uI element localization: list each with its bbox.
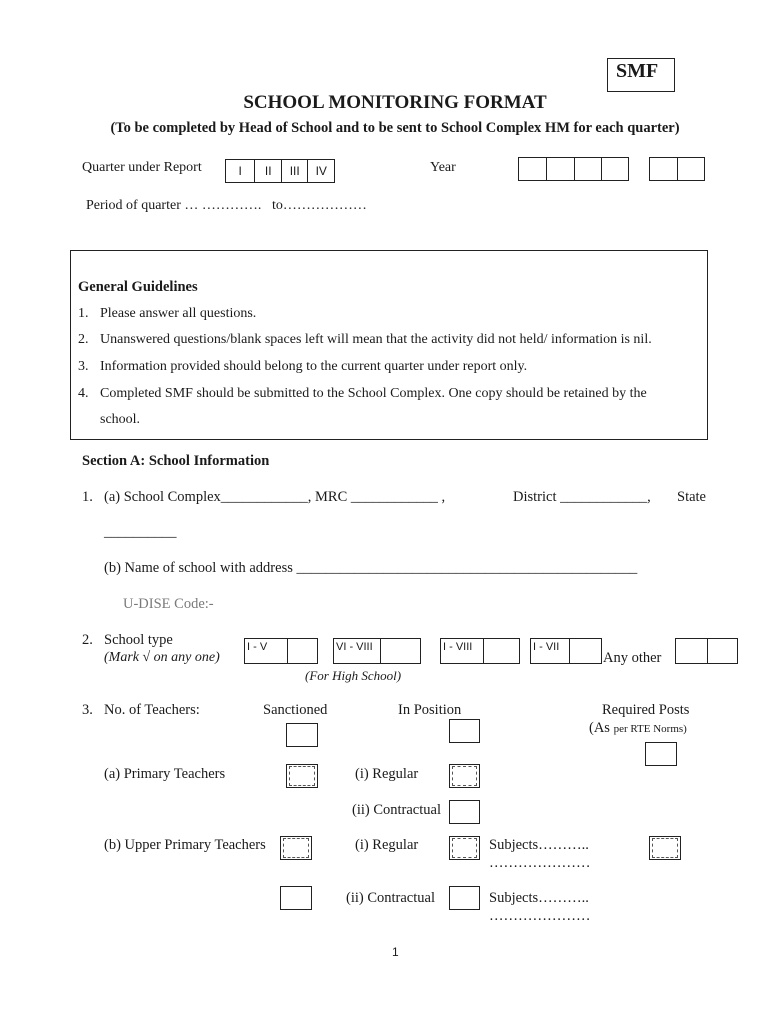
- total-required-input[interactable]: [645, 742, 677, 766]
- q1-number: 1.: [82, 489, 93, 505]
- school-type-option-1-7[interactable]: [530, 638, 602, 664]
- guideline-text-2: Unanswered questions/blank spaces left will mean that the activity did not held/ information is nil.: [100, 332, 652, 347]
- upper-primary-regular-inner: [452, 838, 477, 858]
- school-type-hint: (Mark √ on any one): [104, 650, 220, 665]
- q1a-district-field[interactable]: District ____________,: [513, 489, 651, 505]
- guideline-num-3: 3.: [78, 359, 89, 374]
- required-posts-note-prefix: (As: [589, 720, 610, 736]
- guidelines-heading: General Guidelines: [78, 279, 198, 295]
- upper-primary-teachers-label: (b) Upper Primary Teachers: [104, 837, 266, 853]
- period-label: Period of quarter … ………….: [86, 198, 262, 213]
- guideline-num-2: 2.: [78, 332, 89, 347]
- school-type-option-1-5[interactable]: [244, 638, 318, 664]
- quarter-option-4[interactable]: IV: [307, 160, 334, 182]
- primary-sanctioned-inner: [289, 766, 315, 786]
- required-posts-note: [589, 720, 687, 737]
- upper-primary-contractual-subjects-line[interactable]: …………………: [489, 908, 591, 924]
- upper-primary-regular-subjects[interactable]: Subjects………..: [489, 837, 589, 853]
- required-posts-note-suffix: per RTE Norms): [613, 723, 687, 735]
- high-school-note: (For High School): [305, 668, 402, 683]
- page-title: SCHOOL MONITORING FORMAT: [243, 92, 547, 113]
- q1a-school-complex-field[interactable]: (a) School Complex____________, MRC ____________ ,: [104, 489, 446, 505]
- quarter-option-1[interactable]: I: [238, 164, 242, 178]
- primary-regular-label: (i) Regular: [355, 766, 419, 782]
- page-subtitle: (To be completed by Head of School and to be sent to School Complex HM for each quarter): [110, 120, 680, 136]
- period-to-label: to………………: [272, 198, 367, 213]
- school-type-option-label: I - VII: [533, 641, 560, 653]
- primary-contractual-label: (ii) Contractual: [352, 802, 441, 818]
- upper-primary-contractual-subjects[interactable]: Subjects………..: [489, 890, 589, 906]
- year-input-b[interactable]: [649, 157, 705, 181]
- school-type-option-label: VI - VIII: [336, 641, 373, 653]
- school-type-option-1-8[interactable]: [440, 638, 520, 664]
- col-sanctioned: Sanctioned: [263, 702, 328, 718]
- year-input-a[interactable]: [518, 157, 629, 181]
- q2-number: 2.: [82, 632, 93, 648]
- guideline-text-1: Please answer all questions.: [100, 306, 257, 321]
- guideline-num-1: 1.: [78, 306, 89, 321]
- guideline-text-4: Completed SMF should be submitted to the School Complex. One copy should be retained by the: [100, 386, 647, 401]
- upper-primary-sanctioned-inner: [283, 838, 309, 858]
- quarter-option-2[interactable]: II: [254, 160, 281, 182]
- teachers-label: No. of Teachers:: [104, 702, 200, 718]
- school-type-any-other-label: Any other: [603, 650, 662, 666]
- primary-regular-inner: [452, 766, 477, 786]
- total-sanctioned-input[interactable]: [286, 723, 318, 747]
- udise-code-label: U-DISE Code:-: [123, 596, 214, 612]
- quarter-option-3[interactable]: III: [281, 160, 308, 182]
- primary-contractual-input[interactable]: [449, 800, 480, 824]
- col-required-posts: Required Posts: [602, 702, 690, 718]
- upper-primary-regular-label: (i) Regular: [355, 837, 419, 853]
- col-in-position: In Position: [398, 702, 462, 718]
- form-code: SMF: [616, 60, 659, 82]
- school-type-option-label: I - V: [247, 641, 268, 653]
- upper-primary-contractual-input[interactable]: [449, 886, 480, 910]
- quarter-selector: [225, 159, 335, 183]
- school-type-option-label: I - VIII: [443, 641, 473, 653]
- upper-primary-contractual-label: (ii) Contractual: [346, 890, 435, 906]
- q1a-state-field[interactable]: __________: [104, 524, 177, 540]
- upper-primary-regular-subjects-line[interactable]: …………………: [489, 855, 591, 871]
- q1a-state-label: State: [677, 489, 706, 505]
- section-a-heading: Section A: School Information: [82, 453, 270, 469]
- school-type-option-6-8[interactable]: [333, 638, 421, 664]
- quarter-label: Quarter under Report: [82, 160, 202, 175]
- guideline-text-3: Information provided should belong to the current quarter under report only.: [100, 359, 528, 374]
- q1b-school-address-field[interactable]: (b) Name of school with address _______________________________________________: [104, 560, 638, 576]
- total-in-position-input[interactable]: [449, 719, 480, 743]
- primary-teachers-label: (a) Primary Teachers: [104, 766, 226, 782]
- upper-primary-required-inner: [652, 838, 678, 858]
- guideline-text-4-cont: school.: [100, 412, 141, 427]
- upper-primary-contractual-sanctioned-input[interactable]: [280, 886, 312, 910]
- q3-number: 3.: [82, 702, 93, 718]
- guideline-num-4: 4.: [78, 386, 89, 401]
- school-type-any-other-input[interactable]: [675, 638, 738, 664]
- year-label: Year: [430, 160, 456, 175]
- school-type-label: School type: [104, 632, 173, 648]
- page-number: 1: [392, 945, 399, 959]
